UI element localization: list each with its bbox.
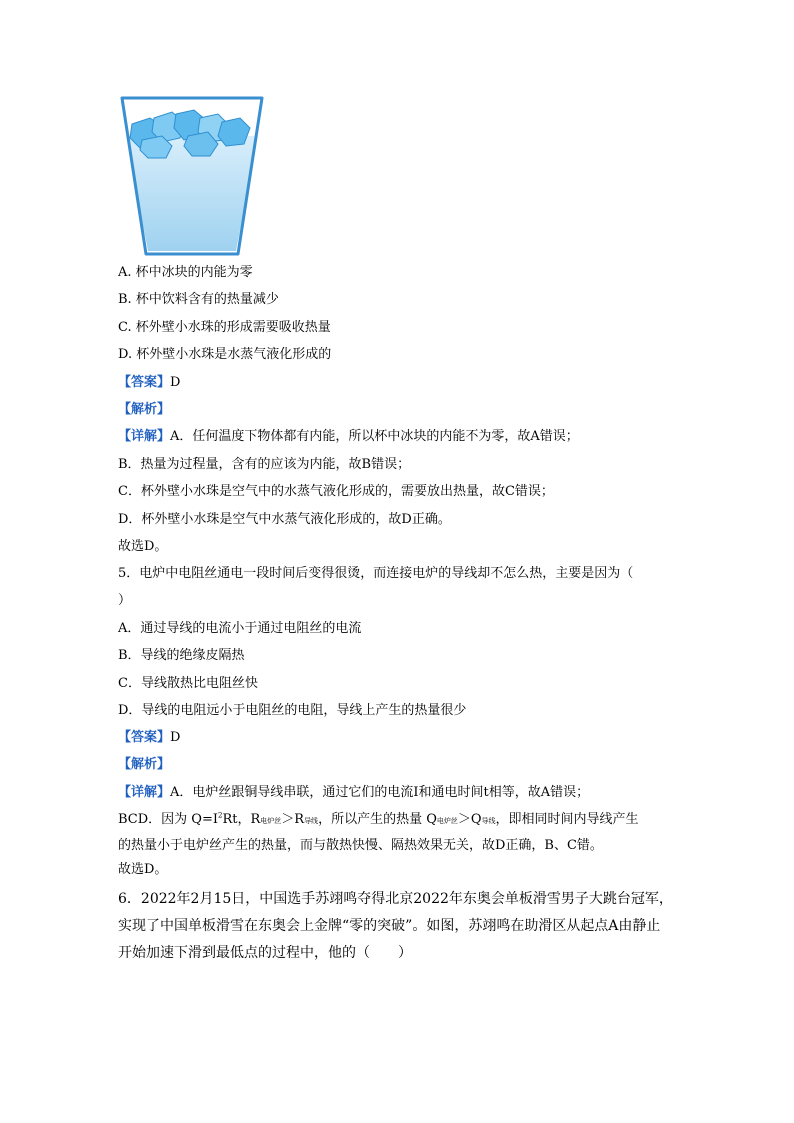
q4-answer-value: D: [170, 375, 181, 390]
q5-option-b: B．导线的绝缘皮隔热: [118, 648, 245, 663]
q4-conclusion: 故选D。: [118, 539, 168, 554]
q5-detail-line-3: 的热量小于电炉丝产生的热量，而与散热快慢、隔热效果无关，故D正确，B、C错。: [118, 838, 603, 853]
formula-part: ，即相同时间内导线产生: [495, 812, 639, 827]
q5-stem-line-2: ）: [118, 593, 132, 608]
q5-detail-line-1: [118, 785, 589, 801]
q4-answer: [118, 375, 180, 391]
q4-detail-line-1: [118, 429, 579, 445]
q4-option-a: A. 杯中冰块的内能为零: [118, 265, 253, 280]
q6-stem-line-2: 实现了中国单板滑雪在东奥会上金牌“零的突破”。如图，苏翊鸣在助滑区从起点A由静止: [118, 918, 661, 934]
formula-subscript: 电炉丝: [260, 817, 282, 825]
q4-detail-text-1: A．任何温度下物体都有内能，所以杯中冰块的内能不为零，故A错误；: [170, 429, 579, 444]
q5-conclusion: 故选D。: [118, 862, 168, 877]
q5-analysis-tag: 【解析】: [118, 757, 171, 772]
q4-detail-line-4: D．杯外壁小水珠是空气中水蒸气液化形成的，故D正确。: [118, 512, 451, 527]
iced-cup-figure: [118, 96, 266, 258]
formula-subscript: 电炉丝: [436, 817, 458, 825]
q5-stem-line-1: 5．电炉中电阻丝通电一段时间后变得很烫，而连接电炉的导线却不怎么热，主要是因为（: [118, 566, 634, 581]
formula-superscript: 2: [217, 811, 223, 820]
q4-analysis-tag: 【解析】: [118, 402, 171, 417]
formula-part: ，所以产生的热量 Q: [318, 812, 437, 827]
formula-part: ＞R: [281, 812, 305, 827]
q6-stem-line-3: 开始加速下滑到最低点的过程中，他的（ ）: [118, 945, 412, 961]
formula-part: BCD．因为 Q=I: [118, 812, 218, 827]
q4-option-c: C. 杯外壁小水珠的形成需要吸收热量: [118, 320, 331, 335]
q4-option-b: B. 杯中饮料含有的热量减少: [118, 292, 279, 307]
q5-option-a: A．通过导线的电流小于通过电阻丝的电流: [118, 621, 362, 636]
formula-part: ＞Q: [457, 812, 482, 827]
q4-detail-line-2: B．热量为过程量，含有的应该为内能，故B错误；: [118, 457, 411, 472]
formula-subscript: 导线: [304, 817, 319, 825]
q4-answer-tag: 【答案】: [118, 375, 171, 390]
formula-subscript: 导线: [481, 817, 496, 825]
q6-stem-line-1: 6．2022年2月15日，中国选手苏翊鸣夺得北京2022年东奥会单板滑雪男子大跳台冠军，: [118, 891, 673, 907]
q5-option-c: C．导线散热比电阻丝快: [118, 676, 258, 691]
q5-detail-text-1: A．电炉丝跟铜导线串联，通过它们的电流I和通电时间t相等，故A错误；: [170, 785, 590, 800]
q5-detail-line-2: [118, 812, 639, 829]
q5-detail-tag: 【详解】: [118, 785, 171, 800]
formula-part: Rt，R: [222, 812, 261, 827]
q5-option-d: D．导线的电阻远小于电阻丝的电阻，导线上产生的热量很少: [118, 703, 467, 718]
q4-detail-line-3: C．杯外壁小水珠是空气中的水蒸气液化形成的，需要放出热量，故C错误；: [118, 484, 554, 499]
q5-answer-tag: 【答案】: [118, 730, 171, 745]
q4-detail-tag: 【详解】: [118, 429, 171, 444]
q5-answer-value: D: [170, 730, 181, 745]
q5-answer: [118, 730, 180, 746]
q4-option-d: D. 杯外壁小水珠是水蒸气液化形成的: [118, 347, 332, 362]
